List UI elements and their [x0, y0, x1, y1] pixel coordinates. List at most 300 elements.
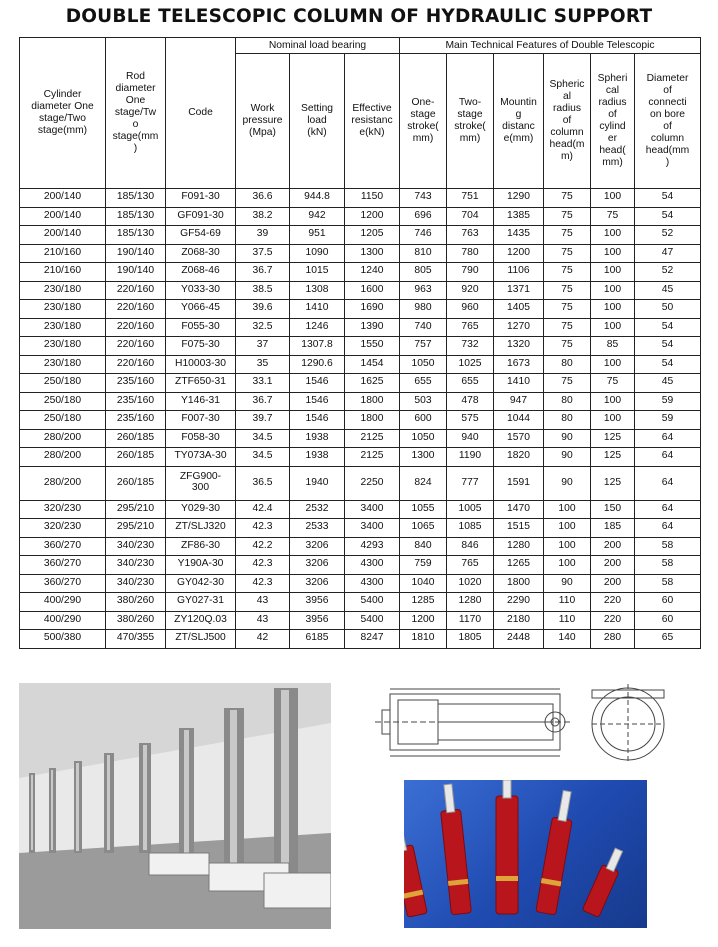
header-code: Code — [166, 38, 236, 189]
cell-effective-resistance: 2125 — [345, 429, 400, 448]
cell-mounting-distance: 2290 — [494, 593, 544, 612]
photo-red-pistons — [404, 780, 647, 928]
cell-spherical-radius-cylinder: 125 — [591, 448, 635, 467]
cell-connection-bore: 59 — [635, 392, 701, 411]
cell-cylinder-diameter: 320/230 — [20, 519, 106, 538]
cell-connection-bore: 54 — [635, 355, 701, 374]
header-work-pressure: Work pressure (Mpa) — [236, 54, 290, 189]
cell-spherical-radius-cylinder: 100 — [591, 355, 635, 374]
cell-cylinder-diameter: 210/160 — [20, 263, 106, 282]
cell-rod-diameter: 295/210 — [106, 519, 166, 538]
cell-work-pressure: 42.2 — [236, 537, 290, 556]
cell-connection-bore: 58 — [635, 574, 701, 593]
cell-code: F007-30 — [166, 411, 236, 430]
cell-spherical-radius-column: 75 — [544, 244, 591, 263]
header-spherical-radius-column: Spheric al radius of column head(m m) — [544, 54, 591, 189]
cell-cylinder-diameter: 210/160 — [20, 244, 106, 263]
cell-code: GF091-30 — [166, 207, 236, 226]
cell-rod-diameter: 470/355 — [106, 630, 166, 649]
cell-connection-bore: 50 — [635, 300, 701, 319]
cell-effective-resistance: 2250 — [345, 466, 400, 500]
cell-spherical-radius-cylinder: 100 — [591, 392, 635, 411]
cell-code: Y029-30 — [166, 500, 236, 519]
header-mounting-distance: Mountin g distanc e(mm) — [494, 54, 544, 189]
cell-spherical-radius-column: 100 — [544, 519, 591, 538]
cell-effective-resistance: 5400 — [345, 593, 400, 612]
cell-rod-diameter: 190/140 — [106, 244, 166, 263]
cell-cylinder-diameter: 280/200 — [20, 466, 106, 500]
cell-setting-load: 1940 — [290, 466, 345, 500]
cell-cylinder-diameter: 400/290 — [20, 611, 106, 630]
cell-setting-load: 1938 — [290, 429, 345, 448]
cell-one-stage-stroke: 1300 — [400, 448, 447, 467]
cell-work-pressure: 39.7 — [236, 411, 290, 430]
header-cylinder-diameter: Cylinder diameter One stage/Two stage(mm) — [20, 38, 106, 189]
cell-spherical-radius-cylinder: 220 — [591, 611, 635, 630]
cell-mounting-distance: 1270 — [494, 318, 544, 337]
cell-two-stage-stroke: 1280 — [447, 593, 494, 612]
cell-effective-resistance: 4300 — [345, 556, 400, 575]
table-row — [20, 593, 701, 612]
cell-connection-bore: 65 — [635, 630, 701, 649]
cell-code: F075-30 — [166, 337, 236, 356]
cell-setting-load: 3956 — [290, 611, 345, 630]
cell-one-stage-stroke: 757 — [400, 337, 447, 356]
spec-table — [19, 37, 701, 649]
header-one-stage-stroke: One- stage stroke( mm) — [400, 54, 447, 189]
cell-code: ZT/SLJ500 — [166, 630, 236, 649]
cell-one-stage-stroke: 840 — [400, 537, 447, 556]
cell-connection-bore: 52 — [635, 263, 701, 282]
cell-two-stage-stroke: 765 — [447, 556, 494, 575]
cell-effective-resistance: 3400 — [345, 519, 400, 538]
cell-one-stage-stroke: 805 — [400, 263, 447, 282]
cell-spherical-radius-cylinder: 100 — [591, 263, 635, 282]
cell-rod-diameter: 220/160 — [106, 300, 166, 319]
cell-one-stage-stroke: 824 — [400, 466, 447, 500]
table-row — [20, 630, 701, 649]
cell-connection-bore: 54 — [635, 337, 701, 356]
cell-spherical-radius-cylinder: 150 — [591, 500, 635, 519]
cell-connection-bore: 54 — [635, 189, 701, 208]
cell-connection-bore: 58 — [635, 556, 701, 575]
cell-rod-diameter: 380/260 — [106, 611, 166, 630]
cell-code: Y146-31 — [166, 392, 236, 411]
table-row — [20, 574, 701, 593]
cell-spherical-radius-cylinder: 85 — [591, 337, 635, 356]
table-row — [20, 226, 701, 245]
cell-work-pressure: 42.3 — [236, 556, 290, 575]
cell-setting-load: 2533 — [290, 519, 345, 538]
table-row — [20, 374, 701, 393]
cell-setting-load: 3956 — [290, 593, 345, 612]
cell-two-stage-stroke: 763 — [447, 226, 494, 245]
table-row — [20, 611, 701, 630]
table-row — [20, 244, 701, 263]
cell-rod-diameter: 185/130 — [106, 207, 166, 226]
header-rod-diameter: Rod diameter One stage/Tw o stage(mm ) — [106, 38, 166, 189]
cell-one-stage-stroke: 1200 — [400, 611, 447, 630]
cell-two-stage-stroke: 1805 — [447, 630, 494, 649]
cell-spherical-radius-cylinder: 220 — [591, 593, 635, 612]
cell-code: Y066-45 — [166, 300, 236, 319]
cell-spherical-radius-column: 75 — [544, 207, 591, 226]
cell-effective-resistance: 1300 — [345, 244, 400, 263]
cell-setting-load: 1546 — [290, 392, 345, 411]
table-row — [20, 556, 701, 575]
cell-spherical-radius-cylinder: 125 — [591, 429, 635, 448]
cell-work-pressure: 38.2 — [236, 207, 290, 226]
cell-mounting-distance: 1200 — [494, 244, 544, 263]
cell-mounting-distance: 1320 — [494, 337, 544, 356]
cell-mounting-distance: 1820 — [494, 448, 544, 467]
cell-connection-bore: 45 — [635, 374, 701, 393]
cell-setting-load: 6185 — [290, 630, 345, 649]
cell-one-stage-stroke: 1050 — [400, 355, 447, 374]
cell-setting-load: 1246 — [290, 318, 345, 337]
table-row — [20, 318, 701, 337]
cell-rod-diameter: 220/160 — [106, 355, 166, 374]
cell-setting-load: 1546 — [290, 411, 345, 430]
cell-effective-resistance: 1390 — [345, 318, 400, 337]
cell-setting-load: 1938 — [290, 448, 345, 467]
cell-mounting-distance: 1280 — [494, 537, 544, 556]
cell-spherical-radius-cylinder: 200 — [591, 537, 635, 556]
cell-two-stage-stroke: 575 — [447, 411, 494, 430]
cell-one-stage-stroke: 746 — [400, 226, 447, 245]
cell-spherical-radius-cylinder: 100 — [591, 244, 635, 263]
cell-connection-bore: 52 — [635, 226, 701, 245]
cell-cylinder-diameter: 500/380 — [20, 630, 106, 649]
cell-code: ZY120Q.03 — [166, 611, 236, 630]
cell-two-stage-stroke: 765 — [447, 318, 494, 337]
cell-one-stage-stroke: 740 — [400, 318, 447, 337]
cell-spherical-radius-cylinder: 100 — [591, 281, 635, 300]
cell-cylinder-diameter: 360/270 — [20, 574, 106, 593]
cell-code: GY027-31 — [166, 593, 236, 612]
cell-two-stage-stroke: 751 — [447, 189, 494, 208]
cell-connection-bore: 54 — [635, 318, 701, 337]
cell-two-stage-stroke: 1020 — [447, 574, 494, 593]
cell-rod-diameter: 260/185 — [106, 448, 166, 467]
table-row — [20, 263, 701, 282]
cell-mounting-distance: 1515 — [494, 519, 544, 538]
cell-rod-diameter: 340/230 — [106, 556, 166, 575]
cell-work-pressure: 42.4 — [236, 500, 290, 519]
cell-effective-resistance: 1205 — [345, 226, 400, 245]
cell-connection-bore: 47 — [635, 244, 701, 263]
cell-effective-resistance: 1454 — [345, 355, 400, 374]
cell-connection-bore: 59 — [635, 411, 701, 430]
cell-spherical-radius-column: 80 — [544, 392, 591, 411]
cell-spherical-radius-cylinder: 100 — [591, 189, 635, 208]
cell-one-stage-stroke: 1065 — [400, 519, 447, 538]
table-body — [20, 189, 701, 649]
cell-connection-bore: 64 — [635, 519, 701, 538]
table-row — [20, 300, 701, 319]
cell-one-stage-stroke: 810 — [400, 244, 447, 263]
cell-mounting-distance: 1470 — [494, 500, 544, 519]
cell-rod-diameter: 380/260 — [106, 593, 166, 612]
cell-code: ZFG900- 300 — [166, 466, 236, 500]
cell-one-stage-stroke: 759 — [400, 556, 447, 575]
cell-two-stage-stroke: 940 — [447, 429, 494, 448]
cell-spherical-radius-cylinder: 75 — [591, 374, 635, 393]
cell-mounting-distance: 1106 — [494, 263, 544, 282]
cell-connection-bore: 64 — [635, 429, 701, 448]
cell-rod-diameter: 220/160 — [106, 318, 166, 337]
cell-cylinder-diameter: 250/180 — [20, 374, 106, 393]
cell-two-stage-stroke: 920 — [447, 281, 494, 300]
cell-one-stage-stroke: 1810 — [400, 630, 447, 649]
page-title: DOUBLE TELESCOPIC COLUMN OF HYDRAULIC SUPPORT — [65, 6, 653, 27]
table-row — [20, 392, 701, 411]
cell-mounting-distance: 1410 — [494, 374, 544, 393]
cell-cylinder-diameter: 200/140 — [20, 207, 106, 226]
cell-effective-resistance: 8247 — [345, 630, 400, 649]
cell-work-pressure: 39.6 — [236, 300, 290, 319]
cell-setting-load: 2532 — [290, 500, 345, 519]
cell-mounting-distance: 1265 — [494, 556, 544, 575]
technical-drawing — [370, 674, 690, 772]
cell-connection-bore: 60 — [635, 611, 701, 630]
cell-cylinder-diameter: 400/290 — [20, 593, 106, 612]
cell-code: F058-30 — [166, 429, 236, 448]
cell-two-stage-stroke: 1190 — [447, 448, 494, 467]
cell-connection-bore: 58 — [635, 537, 701, 556]
table-row — [20, 281, 701, 300]
cell-two-stage-stroke: 478 — [447, 392, 494, 411]
table-row — [20, 519, 701, 538]
cell-spherical-radius-column: 80 — [544, 411, 591, 430]
cell-code: ZF86-30 — [166, 537, 236, 556]
cell-work-pressure: 37.5 — [236, 244, 290, 263]
header-setting-load: Setting load (kN) — [290, 54, 345, 189]
table-row — [20, 448, 701, 467]
cell-effective-resistance: 1600 — [345, 281, 400, 300]
cell-spherical-radius-cylinder: 100 — [591, 411, 635, 430]
cell-spherical-radius-column: 75 — [544, 300, 591, 319]
cell-connection-bore: 64 — [635, 466, 701, 500]
cell-code: ZT/SLJ320 — [166, 519, 236, 538]
cell-two-stage-stroke: 1170 — [447, 611, 494, 630]
cell-spherical-radius-column: 75 — [544, 263, 591, 282]
table-row — [20, 500, 701, 519]
photo-mine-supports — [19, 683, 331, 929]
cell-connection-bore: 54 — [635, 207, 701, 226]
header-group-nominal: Nominal load bearing — [236, 38, 400, 54]
cell-one-stage-stroke: 600 — [400, 411, 447, 430]
cell-work-pressure: 32.5 — [236, 318, 290, 337]
cell-spherical-radius-column: 90 — [544, 448, 591, 467]
cell-code: ZTF650-31 — [166, 374, 236, 393]
cell-spherical-radius-column: 75 — [544, 226, 591, 245]
table-row — [20, 537, 701, 556]
cell-cylinder-diameter: 230/180 — [20, 300, 106, 319]
cell-one-stage-stroke: 1055 — [400, 500, 447, 519]
cell-work-pressure: 43 — [236, 611, 290, 630]
cell-connection-bore: 64 — [635, 448, 701, 467]
header-group-technical: Main Technical Features of Double Telescopic — [400, 38, 701, 54]
cell-mounting-distance: 1591 — [494, 466, 544, 500]
cell-rod-diameter: 185/130 — [106, 189, 166, 208]
cell-setting-load: 1290.6 — [290, 355, 345, 374]
cell-spherical-radius-column: 110 — [544, 593, 591, 612]
cell-cylinder-diameter: 250/180 — [20, 411, 106, 430]
header-spherical-radius-cylinder: Spheri cal radius of cylind er head( mm) — [591, 54, 635, 189]
cell-work-pressure: 36.5 — [236, 466, 290, 500]
cell-effective-resistance: 1690 — [345, 300, 400, 319]
cell-work-pressure: 34.5 — [236, 429, 290, 448]
cell-mounting-distance: 1371 — [494, 281, 544, 300]
cell-effective-resistance: 1240 — [345, 263, 400, 282]
cell-spherical-radius-cylinder: 280 — [591, 630, 635, 649]
cell-effective-resistance: 1200 — [345, 207, 400, 226]
cell-setting-load: 944.8 — [290, 189, 345, 208]
cell-code: Y190A-30 — [166, 556, 236, 575]
cell-rod-diameter: 235/160 — [106, 411, 166, 430]
cell-one-stage-stroke: 696 — [400, 207, 447, 226]
cell-setting-load: 942 — [290, 207, 345, 226]
cell-mounting-distance: 1385 — [494, 207, 544, 226]
cell-cylinder-diameter: 250/180 — [20, 392, 106, 411]
cell-mounting-distance: 947 — [494, 392, 544, 411]
cell-rod-diameter: 235/160 — [106, 392, 166, 411]
cell-mounting-distance: 2180 — [494, 611, 544, 630]
cell-connection-bore: 64 — [635, 500, 701, 519]
cell-spherical-radius-cylinder: 100 — [591, 300, 635, 319]
cell-mounting-distance: 1800 — [494, 574, 544, 593]
cell-two-stage-stroke: 732 — [447, 337, 494, 356]
cell-spherical-radius-column: 110 — [544, 611, 591, 630]
cell-code: F055-30 — [166, 318, 236, 337]
cell-spherical-radius-column: 80 — [544, 355, 591, 374]
cell-one-stage-stroke: 1285 — [400, 593, 447, 612]
cell-work-pressure: 35 — [236, 355, 290, 374]
cell-spherical-radius-column: 75 — [544, 374, 591, 393]
cell-setting-load: 3206 — [290, 556, 345, 575]
cell-cylinder-diameter: 200/140 — [20, 189, 106, 208]
table-row — [20, 466, 701, 500]
cell-one-stage-stroke: 743 — [400, 189, 447, 208]
cell-mounting-distance: 2448 — [494, 630, 544, 649]
cell-work-pressure: 42.3 — [236, 574, 290, 593]
cell-mounting-distance: 1435 — [494, 226, 544, 245]
cell-connection-bore: 60 — [635, 593, 701, 612]
header-two-stage-stroke: Two- stage stroke( mm) — [447, 54, 494, 189]
cell-cylinder-diameter: 360/270 — [20, 537, 106, 556]
cell-spherical-radius-column: 90 — [544, 429, 591, 448]
cell-two-stage-stroke: 790 — [447, 263, 494, 282]
cell-setting-load: 1015 — [290, 263, 345, 282]
cell-cylinder-diameter: 280/200 — [20, 429, 106, 448]
cell-effective-resistance: 2125 — [345, 448, 400, 467]
cell-rod-diameter: 295/210 — [106, 500, 166, 519]
cell-effective-resistance: 1800 — [345, 411, 400, 430]
cell-rod-diameter: 340/230 — [106, 537, 166, 556]
cell-cylinder-diameter: 200/140 — [20, 226, 106, 245]
cell-cylinder-diameter: 360/270 — [20, 556, 106, 575]
cell-two-stage-stroke: 1005 — [447, 500, 494, 519]
header-connection-bore: Diameter of connecti on bore of column head(mm ) — [635, 54, 701, 189]
table-row — [20, 429, 701, 448]
cell-setting-load: 1308 — [290, 281, 345, 300]
cell-rod-diameter: 185/130 — [106, 226, 166, 245]
cell-code: H10003-30 — [166, 355, 236, 374]
cell-code: TY073A-30 — [166, 448, 236, 467]
cell-cylinder-diameter: 230/180 — [20, 355, 106, 374]
cell-setting-load: 1546 — [290, 374, 345, 393]
cell-spherical-radius-cylinder: 100 — [591, 318, 635, 337]
cell-rod-diameter: 235/160 — [106, 374, 166, 393]
cell-one-stage-stroke: 963 — [400, 281, 447, 300]
table-row — [20, 355, 701, 374]
cell-effective-resistance: 1150 — [345, 189, 400, 208]
cell-mounting-distance: 1044 — [494, 411, 544, 430]
cell-code: F091-30 — [166, 189, 236, 208]
cell-spherical-radius-column: 75 — [544, 281, 591, 300]
cell-code: Z068-46 — [166, 263, 236, 282]
cell-rod-diameter: 220/160 — [106, 337, 166, 356]
cell-two-stage-stroke: 777 — [447, 466, 494, 500]
cell-spherical-radius-cylinder: 185 — [591, 519, 635, 538]
cell-code: GF54-69 — [166, 226, 236, 245]
table-row — [20, 411, 701, 430]
cell-one-stage-stroke: 980 — [400, 300, 447, 319]
cell-setting-load: 951 — [290, 226, 345, 245]
cell-work-pressure: 42.3 — [236, 519, 290, 538]
cell-one-stage-stroke: 1040 — [400, 574, 447, 593]
cell-code: Z068-30 — [166, 244, 236, 263]
cell-rod-diameter: 340/230 — [106, 574, 166, 593]
cell-connection-bore: 45 — [635, 281, 701, 300]
cell-effective-resistance: 1800 — [345, 392, 400, 411]
cell-work-pressure: 43 — [236, 593, 290, 612]
cell-one-stage-stroke: 503 — [400, 392, 447, 411]
cell-spherical-radius-column: 75 — [544, 337, 591, 356]
cell-work-pressure: 42 — [236, 630, 290, 649]
cell-two-stage-stroke: 655 — [447, 374, 494, 393]
cell-spherical-radius-cylinder: 75 — [591, 207, 635, 226]
cell-setting-load: 1307.8 — [290, 337, 345, 356]
cell-mounting-distance: 1405 — [494, 300, 544, 319]
cell-effective-resistance: 4293 — [345, 537, 400, 556]
cell-setting-load: 1090 — [290, 244, 345, 263]
cell-spherical-radius-column: 100 — [544, 537, 591, 556]
cell-code: GY042-30 — [166, 574, 236, 593]
cell-setting-load: 3206 — [290, 574, 345, 593]
cell-spherical-radius-cylinder: 125 — [591, 466, 635, 500]
cell-two-stage-stroke: 846 — [447, 537, 494, 556]
cell-spherical-radius-column: 100 — [544, 556, 591, 575]
cell-two-stage-stroke: 960 — [447, 300, 494, 319]
cell-spherical-radius-column: 75 — [544, 189, 591, 208]
cell-spherical-radius-cylinder: 100 — [591, 226, 635, 245]
cell-work-pressure: 33.1 — [236, 374, 290, 393]
table-row — [20, 337, 701, 356]
cell-mounting-distance: 1673 — [494, 355, 544, 374]
cell-work-pressure: 37 — [236, 337, 290, 356]
cell-work-pressure: 38.5 — [236, 281, 290, 300]
cell-mounting-distance: 1290 — [494, 189, 544, 208]
cell-spherical-radius-column: 90 — [544, 466, 591, 500]
cell-one-stage-stroke: 655 — [400, 374, 447, 393]
cell-two-stage-stroke: 1025 — [447, 355, 494, 374]
cell-code: Y033-30 — [166, 281, 236, 300]
cell-work-pressure: 36.7 — [236, 392, 290, 411]
cell-cylinder-diameter: 230/180 — [20, 318, 106, 337]
cell-spherical-radius-column: 100 — [544, 500, 591, 519]
